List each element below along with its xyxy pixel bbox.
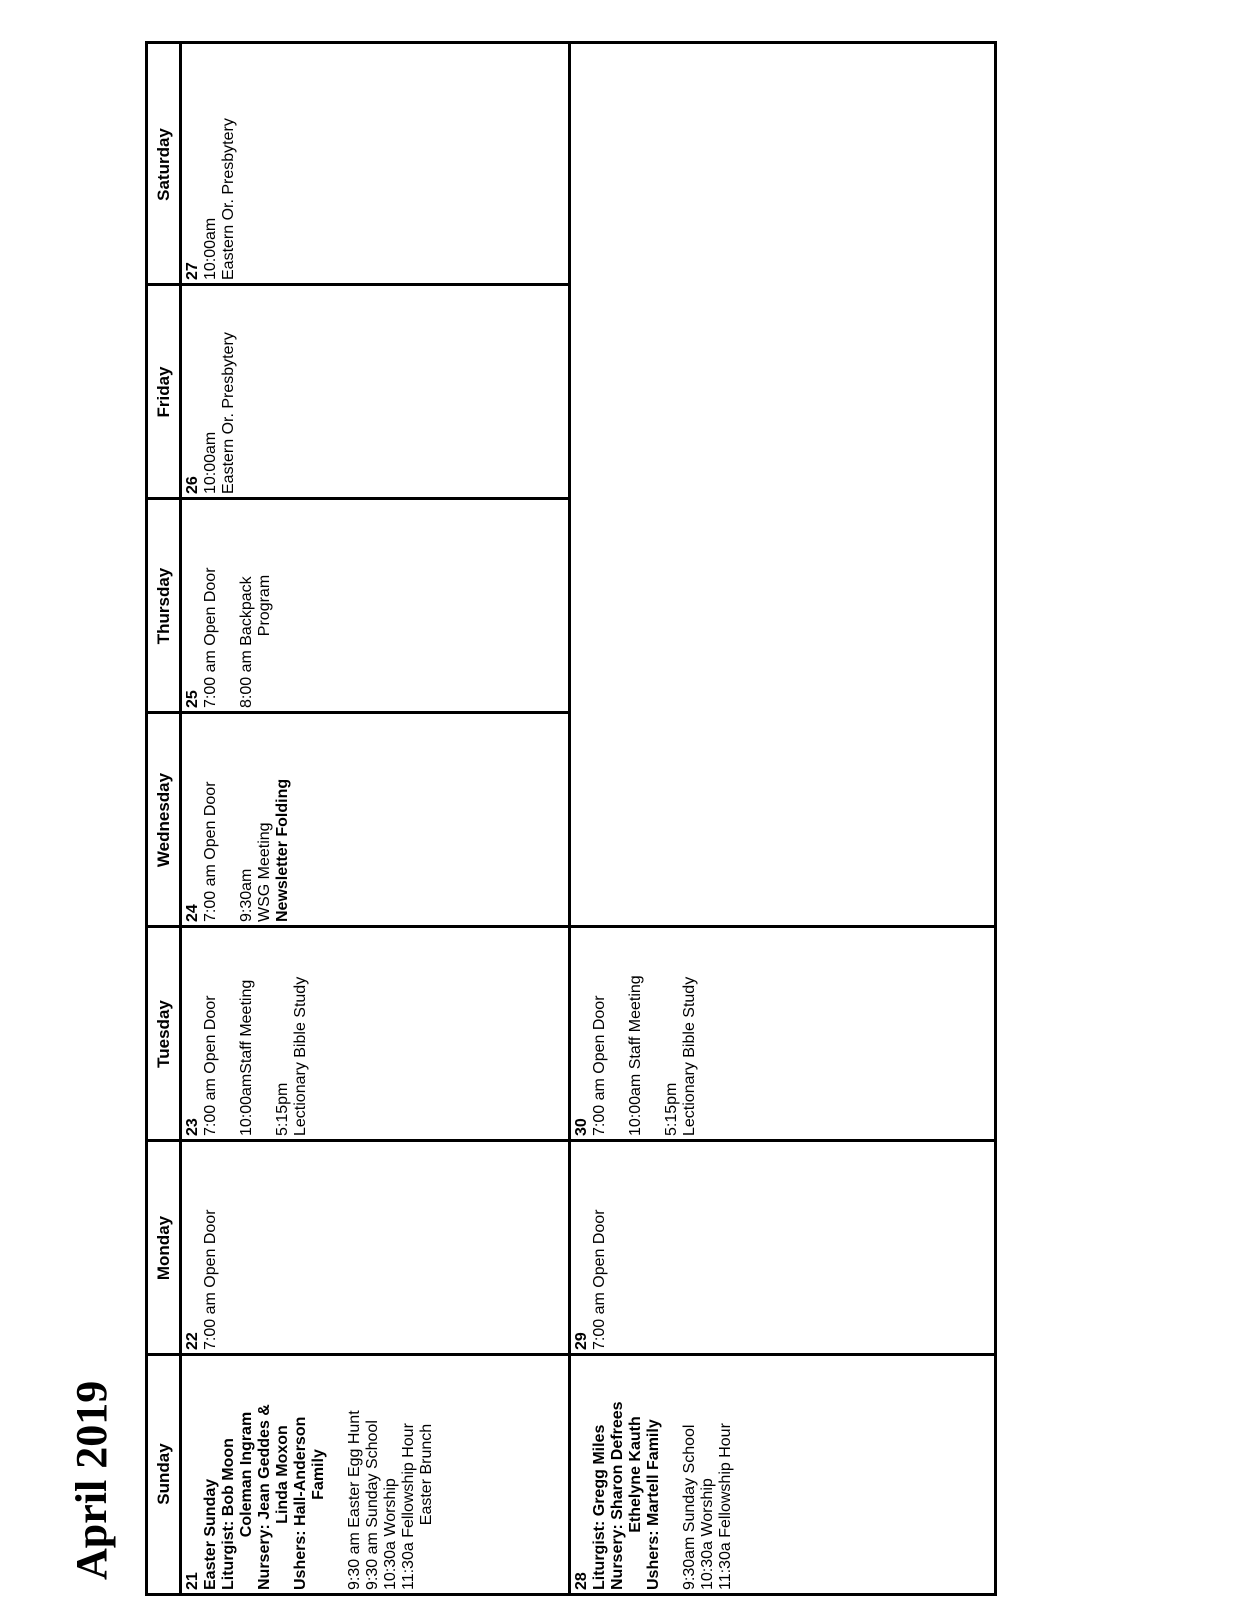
event-text: 5:15pm xyxy=(663,1082,680,1136)
header-friday: Friday xyxy=(154,366,173,418)
event-text: Liturgist: Gregg Miles xyxy=(591,1424,608,1590)
day-number: 26 xyxy=(184,476,201,494)
event-text: 9:30am Sunday School xyxy=(681,1424,698,1590)
header-wednesday: Wednesday xyxy=(154,772,173,868)
event-text: 9:30am xyxy=(238,868,255,922)
day-cell-26 xyxy=(182,286,568,497)
day-cell-25 xyxy=(182,500,568,711)
event-text: Lectionary Bible Study xyxy=(681,976,698,1136)
header-thursday: Thursday xyxy=(154,567,173,645)
day-number: 27 xyxy=(184,262,201,280)
event-text: Nursery: Jean Geddes & xyxy=(256,1404,273,1590)
header-saturday: Saturday xyxy=(154,128,173,201)
header-sunday: Sunday xyxy=(154,1443,173,1505)
day-cell-21 xyxy=(182,1356,568,1593)
empty-days-area xyxy=(571,44,994,925)
event-text: Coleman Ingram xyxy=(238,1411,255,1538)
day-number: 22 xyxy=(184,1332,201,1350)
event-text: 9:30 am Easter Egg Hunt xyxy=(346,1410,363,1590)
event-text: 7:00 am Open Door xyxy=(591,995,608,1136)
day-cell-24 xyxy=(182,714,568,925)
event-text: Liturgist: Bob Moon xyxy=(220,1438,237,1590)
event-text: 11:30a Fellowship Hour xyxy=(717,1423,734,1590)
event-text: 8:00 am Backpack xyxy=(238,576,255,708)
calendar-title: April 2019 xyxy=(67,1380,116,1580)
day-number: 30 xyxy=(573,1118,590,1136)
day-cell-29 xyxy=(571,1142,994,1353)
event-text: 11:30a Fellowship Hour xyxy=(400,1423,417,1590)
day-cell-28 xyxy=(571,1356,994,1593)
event-text: 10:00am xyxy=(202,431,219,494)
day-cell-27 xyxy=(182,44,568,283)
event-text: 10:00amStaff Meeting xyxy=(238,979,255,1136)
event-text: Ethelyne Kauth xyxy=(627,1416,644,1533)
event-text: Easter Sunday xyxy=(202,1478,219,1590)
event-text: 5:15pm xyxy=(274,1082,291,1136)
header-monday: Monday xyxy=(154,1215,173,1281)
weekday-header xyxy=(148,44,182,1593)
event-text: 9:30 am Sunday School xyxy=(364,1420,381,1590)
day-number: 21 xyxy=(184,1572,201,1590)
event-text: Ushers: Hall-Anderson xyxy=(292,1416,309,1590)
event-text: Ushers: Martell Family xyxy=(645,1419,662,1590)
event-text: 10:30a Worship xyxy=(699,1478,716,1590)
day-number: 25 xyxy=(184,690,201,708)
event-text: Family xyxy=(310,1449,327,1500)
day-number: 29 xyxy=(573,1332,590,1350)
day-number: 23 xyxy=(184,1118,201,1136)
event-text: Lectionary Bible Study xyxy=(292,976,309,1136)
day-cell-22 xyxy=(182,1142,568,1353)
event-text: WSG Meeting xyxy=(256,822,273,922)
day-cell-23 xyxy=(182,928,568,1139)
event-text: Linda Moxon xyxy=(274,1425,291,1524)
event-text: 7:00 am Open Door xyxy=(591,1209,608,1350)
day-number: 24 xyxy=(184,904,201,922)
event-text: 7:00 am Open Door xyxy=(202,567,219,708)
event-text: 10:30a Worship xyxy=(382,1478,399,1590)
event-text: Eastern Or. Presbytery xyxy=(220,332,237,494)
event-text: 7:00 am Open Door xyxy=(202,1209,219,1350)
event-text: Eastern Or. Presbytery xyxy=(220,118,237,280)
event-text: Easter Brunch xyxy=(418,1423,435,1526)
event-text: 7:00 am Open Door xyxy=(202,781,219,922)
event-text: 7:00 am Open Door xyxy=(202,995,219,1136)
header-tuesday: Tuesday xyxy=(154,1000,173,1068)
event-text: 10:00am Staff Meeting xyxy=(627,975,644,1136)
calendar-grid xyxy=(145,41,997,1596)
event-text: 10:00am xyxy=(202,217,219,280)
event-text: Newsletter Folding xyxy=(274,778,291,922)
day-number: 28 xyxy=(573,1572,590,1590)
event-text: Nursery: Sharon Defrees xyxy=(609,1401,626,1590)
event-text: Program xyxy=(256,574,273,637)
day-cell-30 xyxy=(571,928,994,1139)
